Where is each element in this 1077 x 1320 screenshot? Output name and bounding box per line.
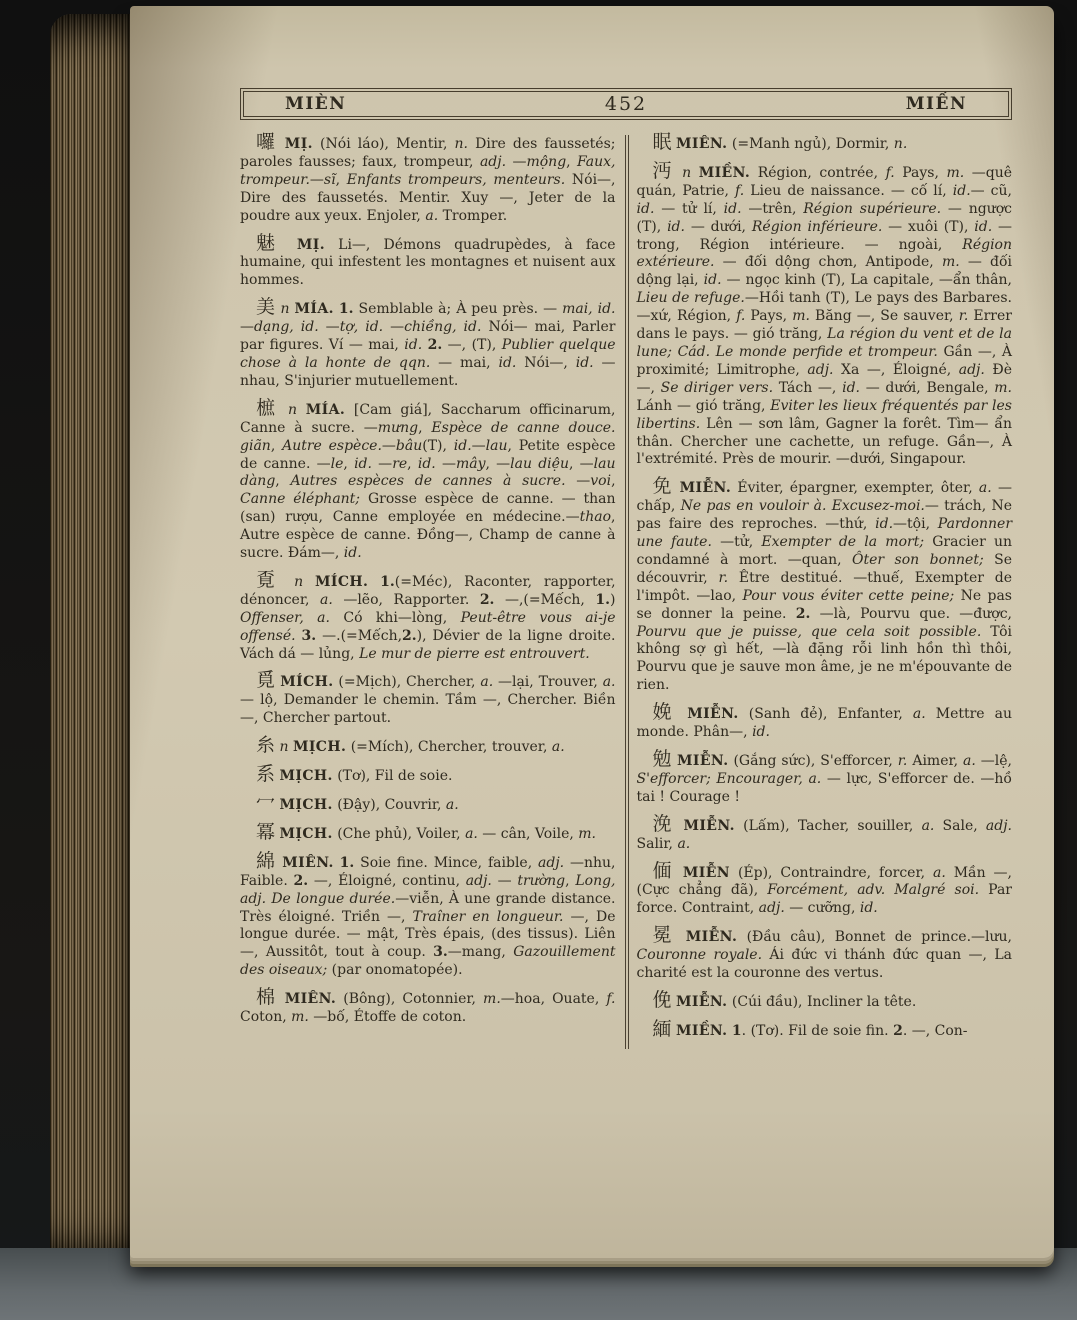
headword: MÍA. [305, 401, 346, 418]
dictionary-entry [240, 820, 616, 844]
entry-definition: (Lấm), Tacher, souiller, a. Sale, adj. Salir, a. [636, 817, 1012, 852]
dictionary-entry [240, 794, 616, 815]
book-fore-edge-pages [50, 14, 138, 1262]
dictionary-entry [240, 849, 616, 980]
table-surface [0, 1248, 1077, 1320]
column-divider-rule [625, 135, 629, 1049]
dictionary-entry [240, 298, 616, 391]
language-marker: n [279, 739, 289, 756]
cjk-headword-character: 沔 [652, 159, 675, 182]
book-page [130, 6, 1054, 1258]
cjk-headword-character: 娩 [652, 701, 678, 724]
cjk-headword-character: 樜 [256, 396, 280, 419]
cjk-headword-character: 綿 [256, 849, 277, 872]
entry-definition: (Tơ), Fil de soie. [337, 768, 453, 785]
entry-definition: (=Mịch), Chercher, a. —lại, Trouver, a. — lộ, Demander le chemin. Tầm —, Chercher. Biền —, Chercher partout. [240, 674, 616, 727]
cjk-headword-character: 囉 [256, 131, 278, 153]
dictionary-entry [240, 231, 616, 291]
cjk-headword-character: 免 [652, 475, 674, 498]
language-marker: n [682, 164, 692, 181]
headword: MỊCH. [279, 768, 333, 785]
dictionary-entry [637, 1017, 1013, 1041]
entry-definition: (Đậy), Couvrir, a. [337, 797, 459, 813]
cjk-headword-character: 冖 [256, 792, 276, 814]
running-header [240, 88, 1012, 120]
entry-definition: (=Manh ngủ), Dormir, n. [731, 136, 908, 152]
dictionary-entry [637, 133, 1013, 154]
headword: MIỄN. [683, 817, 735, 834]
dictionary-entry [636, 159, 1013, 469]
cjk-headword-character: 勉 [652, 748, 673, 770]
headword: MIỄN. [679, 480, 732, 497]
dictionary-entry [637, 703, 1013, 742]
cjk-headword-character: 浼 [652, 812, 676, 835]
headword: MIÊN. [284, 991, 337, 1008]
entry-definition: (Đầu câu), Bonnet de prince.—lưu, Couronne royale. Ái đức vi thánh đức quan —, La charité est la couronne des vertus. [636, 929, 1012, 982]
headword: MỊCH. [279, 797, 333, 813]
text-columns [240, 133, 1012, 1049]
entry-definition: Région, contrée, f. Pays, m. —quê quán, Patrie, f. Lieu de naissance. — cố lí, id.— cũ, id. — tử lí, id. —trên, Région supérieure. — ngược (T), id. — dưới, Région inférieure. — xuôi (T), id. — trong, Région intérieure. — ngoài, Région extérieure. — đối dộng chơn, Antipode, m. — đối dộng lại, id. — ngọc kinh (T), La capitale, —ẩn thân, Lieu de refuge.—Hồi tanh (T), Le pays des Barbares. —xứ, Région, f. Pays, m. Băng —, Se sauver, r. Errer dans le pays. — gió trăng, La région du vent et de la lune; Cád. Le monde perfide et trompeur. Gần —, À proximité; Limitrophe, adj. Xa —, Éloigné, adj. Đè —, Se diriger vers. Tách —, id. — dưới, Bengale, m. Lánh — gió trăng, Eviter les lieux fréquentés par les libertins. Lên — sơn lâm, Gagner la forêt. Tìm— ẩn thân. Chercher une cachette, un refuge. Gần—, À l'extrémité. Près de mourir. —dưới, Singapour. [636, 164, 1013, 468]
headword: MÍCH. [315, 573, 369, 590]
entry-definition: (Nói láo), Mentir, n. Dire des faussetés; paroles fausses; faux, trompeur, adj. —mộng, Faux, trompeur.—sĩ, Enfants trompeurs, menteurs. Nói—, Dire des faussetés. Mentir. Xuy —, Jeter de la poudre aux yeux. Enjoler, a. Tromper. [240, 136, 616, 224]
cjk-headword-character: 糸 [256, 734, 276, 757]
dictionary-entry [240, 396, 616, 563]
headword: MIỄN. [676, 753, 729, 769]
dictionary-entry [240, 568, 616, 664]
dictionary-entry [240, 765, 616, 786]
right-column [637, 133, 1013, 1049]
dictionary-entry [637, 926, 1013, 983]
cjk-headword-character: 緬 [652, 1017, 672, 1040]
entry-definition: (Ép), Contraindre, forcer, a. Mần —, (Cực chẳng đã), Forcément, adv. Malgré soi. Par force. Contraint, adj. — cưỡng, id. [636, 864, 1012, 917]
headword: MÍA. [294, 301, 334, 318]
entry-definition: (Cúi đầu), Incliner la tête. [731, 993, 917, 1010]
cjk-headword-character: 俛 [652, 988, 672, 1011]
headword: MIÊN. [675, 136, 728, 152]
cjk-headword-character: 眠 [652, 131, 672, 153]
dictionary-entry [240, 671, 616, 728]
header-left-keyword: MIÈN [285, 94, 347, 114]
headword: MIỄN. [685, 929, 738, 946]
cjk-headword-character: 冪 [256, 820, 276, 843]
headword: MIÊN. [282, 854, 334, 871]
cjk-headword-character: 棉 [256, 986, 278, 1009]
entry-definition: Éviter, épargner, exempter, ôter, a. —chấp, Ne pas en vouloir à. Excusez-moi.— trách, Ne pas faire des reproches. —thứ, id.—tội, Pardonner une faute. —tử, Exempter de la mort; Gracier un condamné à mort. —quan, Ôter son bonnet; Se découvrir, r. Être destitué. —thuế, Exempter de l'impôt. —lao, Pour vous éviter cette peine; Ne pas se donner la peine. 2. —là, Pourvu que. —được, Pourvu que je puisse, que cela soit possible. Tôi không sợ gì hết, —là đặng rỗi linh hồn thì thôi, Pourvu que je sauve mon âme, je ne m'épouvante de rien. [636, 480, 1013, 694]
cjk-headword-character: 冕 [652, 924, 677, 947]
language-marker: n [288, 401, 298, 418]
dictionary-entry [240, 988, 616, 1027]
dictionary-entry [637, 477, 1013, 695]
entry-definition: (Gắng sức), S'efforcer, r. Aimer, a. —lệ, S'efforcer; Encourager, a. — lực, S'efforcer de. —hồ tai ! Courage ! [636, 753, 1013, 805]
dictionary-entry [637, 988, 1013, 1012]
entry-definition: (Sanh đẻ), Enfanter, a. Mettre au monde. Phân—, id. [636, 706, 1013, 741]
cjk-headword-character: 系 [256, 763, 276, 786]
headword: MÍCH. [280, 674, 334, 691]
header-right-keyword: MIẾN [905, 94, 967, 114]
dictionary-entry [240, 133, 616, 226]
headword: MIỀN. [698, 164, 751, 181]
entry-definition: 1. (Tơ). Fil de soie fin. 2. —, Con- [731, 1022, 968, 1039]
headword: MỊCH. [292, 739, 347, 756]
dictionary-entry [637, 750, 1013, 807]
language-marker: n [294, 573, 304, 590]
language-marker: n [280, 301, 290, 318]
cjk-headword-character: 偭 [652, 859, 675, 882]
entry-definition: [Cam giá], Saccharum officinarum, Canne à sucre. —mưng, Espèce de canne douce. giãn, Autre espèce.—bâu(T), id.—lau, Petite espèce de canne. —le, id. —re, id. —mây, —lau diệu, —lau dàng, Autres espèces de cannes à sucre. —voi, Canne éléphant; Grosse espèce de canne. — than (san) rượu, Canne employée en médecine.—thao, Autre espèce de canne. Đồng—, Champ de canne à sucre. Đám—, id. [240, 401, 616, 562]
entry-definition: (=Mích), Chercher, trouver, a. [350, 739, 565, 756]
headword: MIỄN. [687, 706, 739, 723]
left-column [240, 133, 616, 1049]
entry-definition: 1. Semblable à; À peu près. — mai, id. —dạng, id. —tợ, id. —chiềng, id. Nói— mai, Parler par figures. Ví — mai, id. 2. —, (T), Publier quelque chose à la honte de qqn. — mai, id. Nói—, id. —nhau, S'injurier mutuellement. [240, 301, 616, 389]
cjk-headword-character: 覓 [256, 669, 276, 692]
dictionary-entry [636, 859, 1013, 919]
headword: MIỀN. [675, 1022, 728, 1039]
entry-definition: 1. Soie fine. Mince, faible, adj. —nhu, Faible. 2. —, Éloigné, continu, adj. — trường, Long, adj. De longue durée.—viễn, À une grande distance. Très éloigné. Triền —, Traîner en longueur. —, De longue durée. — mật, Très épais, (des tissus). Liên—, Aussitôt, tout à coup. 3.—mang, Gazouillement des oiseaux; (par onomatopée). [240, 854, 616, 979]
entry-definition: 1.(=Méc), Raconter, rapporter, dénoncer, a. —lẽo, Rapporter. 2. —,(=Mếch, 1.) Offenser, a. Có khi—lòng, Peut-être vous ai-je offensé. 3. —.(=Mếch,2.), Dévier de la ligne droite. Vách dá — lủng, Le mur de pierre est entrouvert. [240, 573, 616, 662]
page-content [240, 88, 1012, 1234]
entry-definition: (Bông), Cotonnier, m.—hoa, Ouate, f. Coton, m. —bố, Étoffe de coton. [240, 991, 616, 1026]
dictionary-entry [240, 736, 616, 757]
headword: MIỄN [682, 864, 731, 881]
cjk-headword-character: 覔 [256, 568, 283, 591]
cjk-headword-character: 魅 [256, 231, 284, 254]
headword: MỊCH. [279, 825, 333, 842]
headword: MIỄN. [675, 993, 728, 1010]
headword: MỊ. [284, 136, 313, 152]
entry-definition: (Che phủ), Voiler, a. — cân, Voile, m. [337, 825, 596, 842]
entry-definition: Li—, Démons quadrupèdes, à face humaine, qui infestent les montagnes et nuisent aux hommes. [240, 236, 616, 289]
headword: MỊ. [296, 236, 325, 253]
page-number: 452 [604, 93, 648, 115]
cjk-headword-character: 美 [256, 296, 276, 319]
dictionary-entry [636, 812, 1013, 854]
